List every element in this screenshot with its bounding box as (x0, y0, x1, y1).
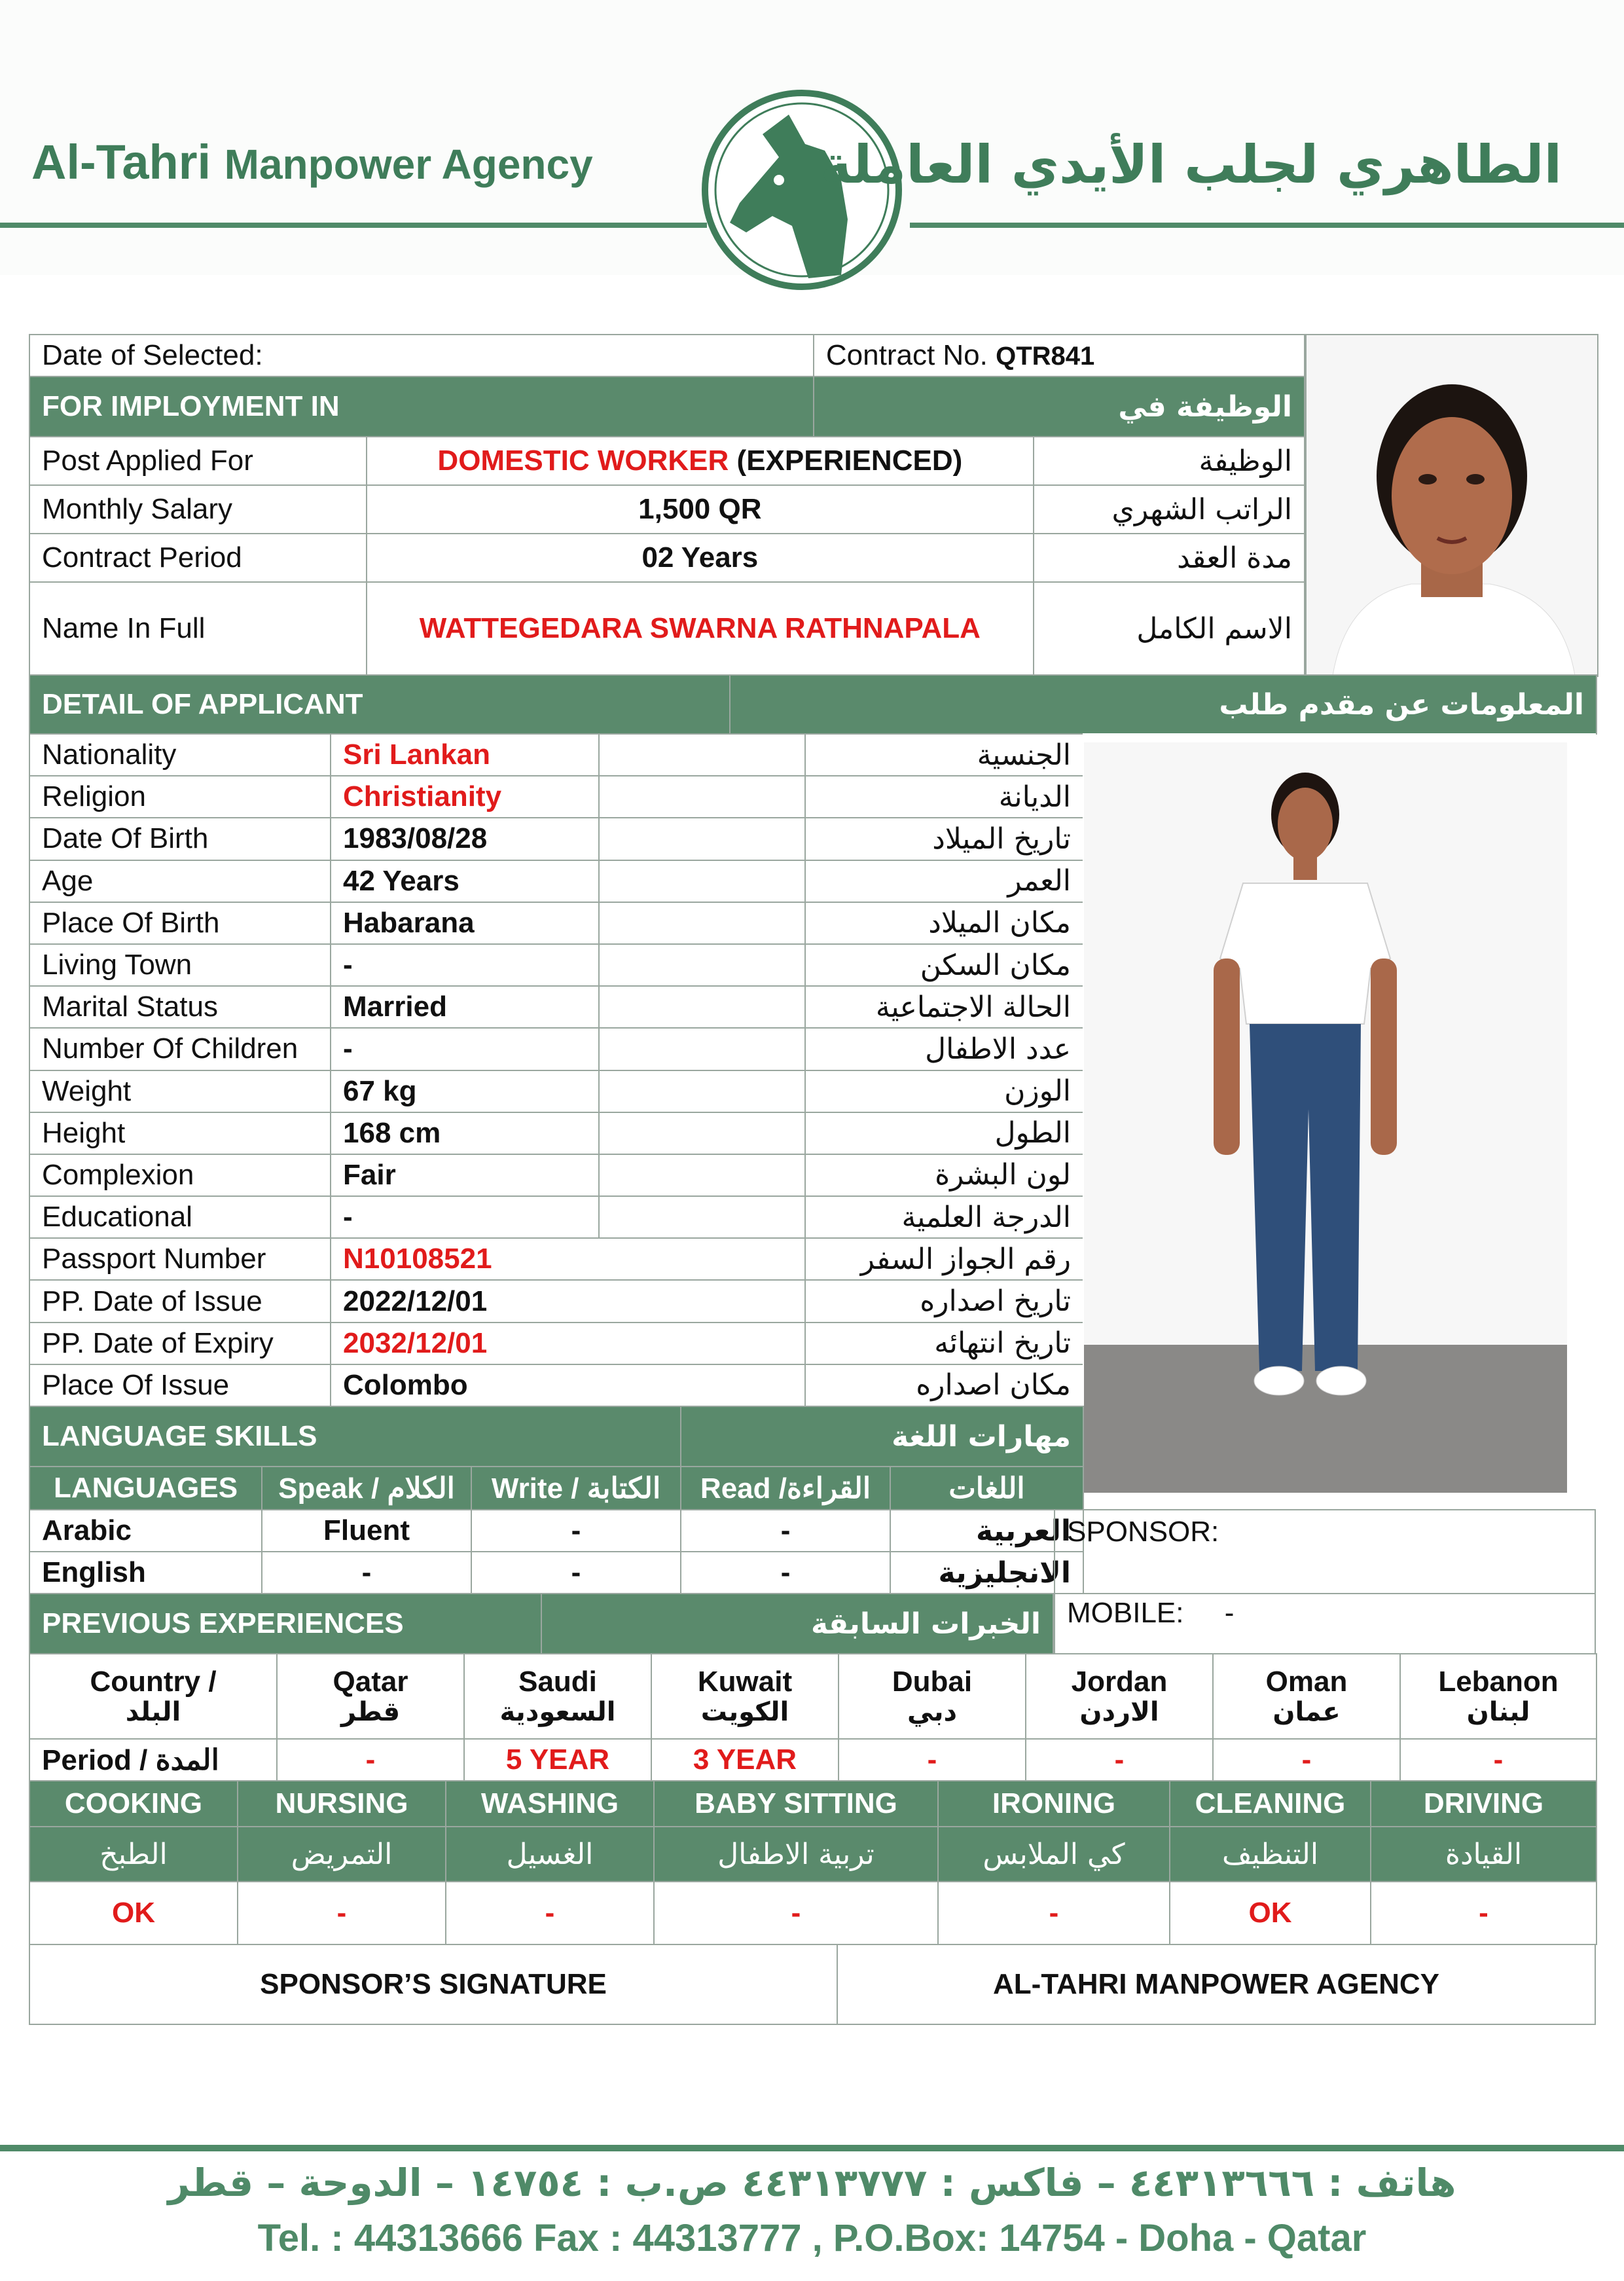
footer-contact-ar: هاتف : ٤٤٣١٣٦٦٦ – فاكس : ٤٤٣١٣٧٧٧ ص.ب : ١٤٧٥٤ – الدوحة – قطر (168, 2161, 1456, 2205)
skill-name: IRONING (938, 1781, 1170, 1827)
speak-level: - (262, 1552, 471, 1594)
brand-name-ar: الطاهري لجلب الأيدي العاملة (820, 134, 1562, 195)
field-value: Habarana (331, 902, 599, 944)
language-name-ar: العربية (890, 1510, 1083, 1552)
field-value: 2022/12/01 (331, 1280, 805, 1322)
skill-names-ar-row (29, 1827, 1597, 1882)
experience-header (29, 1593, 1054, 1654)
blank-cell (599, 986, 805, 1028)
field-label: Complexion (29, 1154, 331, 1196)
skill-name: NURSING (238, 1781, 446, 1827)
applicant-title-ar: المعلومات عن مقدم طلب (730, 675, 1597, 734)
blank-cell (599, 1112, 805, 1154)
country-name-ar: الكويت (700, 1697, 789, 1728)
applicant-row (29, 1070, 1083, 1112)
full-name-value: WATTEGEDARA SWARNA RATHNAPALA (367, 582, 1034, 675)
name-label-ar: الاسم الكامل (1034, 582, 1305, 675)
passport-photo (1307, 335, 1597, 676)
field-value: Christianity (331, 776, 599, 818)
blank-cell (599, 1154, 805, 1196)
field-label: Date Of Birth (29, 818, 331, 860)
applicant-row (29, 1028, 1083, 1070)
salary-label-ar: الراتب الشهري (1034, 485, 1305, 534)
employment-table (29, 334, 1305, 676)
blank-cell (599, 860, 805, 902)
field-label-ar: العمر (805, 860, 1083, 902)
date-selected-label: Date of Selected: (29, 335, 814, 376)
blank-cell (599, 1028, 805, 1070)
field-value: - (331, 1196, 599, 1238)
country-name-ar: السعودية (499, 1697, 616, 1728)
applicant-row (29, 944, 1083, 986)
blank-cell (599, 1196, 805, 1238)
country-name: Oman (1265, 1665, 1348, 1698)
languages-header-ar: اللغات (890, 1467, 1083, 1510)
footer-rule (0, 2145, 1624, 2151)
contract-number: QTR841 (996, 342, 1095, 371)
field-label-ar: مكان الميلاد (805, 902, 1083, 944)
country-name-ar: قطر (340, 1697, 401, 1728)
applicant-header (29, 674, 1597, 735)
field-label-ar: تاريخ الميلاد (805, 818, 1083, 860)
skill-name: CLEANING (1170, 1781, 1371, 1827)
field-label: Religion (29, 776, 331, 818)
country-cell (1213, 1654, 1400, 1739)
skill-value: - (238, 1882, 446, 1944)
salary-label: Monthly Salary (29, 485, 367, 534)
header-rule-right (910, 223, 1624, 228)
language-name: English (29, 1552, 262, 1594)
period-value: - (839, 1739, 1026, 1781)
field-label: PP. Date of Expiry (29, 1323, 331, 1364)
experience-table (29, 1653, 1597, 1781)
skill-value: - (654, 1882, 938, 1944)
field-label: Place Of Birth (29, 902, 331, 944)
country-name-ar: دبي (907, 1697, 957, 1728)
mobile-value: - (1224, 1597, 1235, 1629)
applicant-row (29, 776, 1083, 818)
skill-name: COOKING (29, 1781, 238, 1827)
field-value: 67 kg (331, 1070, 599, 1112)
skills-table (29, 1780, 1597, 1945)
employment-title: FOR IMPLOYMENT IN (29, 376, 814, 437)
country-name: Dubai (892, 1665, 973, 1698)
sponsor-signature: SPONSOR’S SIGNATURE (29, 1944, 837, 2024)
field-label-ar: مكان السكن (805, 944, 1083, 986)
field-label-ar: الجنسية (805, 734, 1083, 776)
field-value: 42 Years (331, 860, 599, 902)
blank-cell (599, 1070, 805, 1112)
applicant-row (29, 1364, 1083, 1406)
field-value: - (331, 1028, 599, 1070)
blank-cell (599, 734, 805, 776)
language-name-ar: الانجليزية (890, 1552, 1083, 1594)
applicant-title: DETAIL OF APPLICANT (29, 675, 730, 734)
country-name-ar: الاردن (1079, 1697, 1159, 1728)
write-level: - (471, 1552, 681, 1594)
skill-value: OK (1170, 1882, 1371, 1944)
header-rule-left (0, 223, 707, 228)
language-title-ar: مهارات اللغة (681, 1406, 1083, 1467)
country-cell (277, 1654, 464, 1739)
field-value: N10108521 (331, 1238, 805, 1280)
mobile-cell: MOBILE: - (1055, 1594, 1595, 1654)
country-name: Kuwait (697, 1665, 793, 1698)
period-value: - (277, 1739, 464, 1781)
country-row (29, 1654, 1597, 1739)
read-level: - (681, 1510, 890, 1552)
country-name-ar: عمان (1272, 1697, 1341, 1728)
country-name: Jordan (1071, 1665, 1168, 1698)
country-cell (1026, 1654, 1213, 1739)
skill-name-ar: كي الملابس (938, 1827, 1170, 1882)
country-name: Lebanon (1438, 1665, 1559, 1698)
applicant-table (29, 733, 1084, 1407)
signature-table (29, 1944, 1596, 2025)
brand-name-en: Al-Tahri Manpower Agency (31, 135, 593, 189)
contract-cell: Contract No. QTR841 (814, 335, 1305, 376)
field-label: Living Town (29, 944, 331, 986)
read-header: Read /القراءة (681, 1467, 890, 1510)
employment-title-ar: الوظيفة في (814, 376, 1305, 437)
sponsor-label: SPONSOR: (1055, 1510, 1595, 1594)
applicant-row (29, 1112, 1083, 1154)
language-name: Arabic (29, 1510, 262, 1552)
skill-name-ar: القيادة (1371, 1827, 1597, 1882)
field-label-ar: لون البشرة (805, 1154, 1083, 1196)
skill-names-row (29, 1781, 1597, 1827)
country-name: Saudi (518, 1665, 597, 1698)
blank-cell (599, 902, 805, 944)
field-value: Married (331, 986, 599, 1028)
sponsor-table (1054, 1509, 1596, 1654)
salary-value: 1,500 QR (367, 485, 1034, 534)
applicant-row (29, 818, 1083, 860)
language-title: LANGUAGE SKILLS (29, 1406, 681, 1467)
skill-name-ar: الغسيل (446, 1827, 654, 1882)
period-row (29, 1739, 1597, 1781)
field-value: 1983/08/28 (331, 818, 599, 860)
blank-cell (599, 944, 805, 986)
applicant-row (29, 1154, 1083, 1196)
field-value: Colombo (331, 1364, 805, 1406)
passport-photo-frame (1305, 334, 1598, 677)
country-name-ar: لبنان (1466, 1697, 1530, 1728)
field-label: Height (29, 1112, 331, 1154)
country-cell (839, 1654, 1026, 1739)
applicant-row (29, 1323, 1083, 1364)
contract-period-label-ar: مدة العقد (1034, 534, 1305, 582)
letterhead (0, 0, 1624, 275)
skill-name-ar: الطبخ (29, 1827, 238, 1882)
period-value: - (1026, 1739, 1213, 1781)
field-label-ar: الديانة (805, 776, 1083, 818)
skill-value: - (1371, 1882, 1597, 1944)
name-label: Name In Full (29, 582, 367, 675)
country-cell (464, 1654, 651, 1739)
period-value: 5 YEAR (464, 1739, 651, 1781)
skill-value: OK (29, 1882, 238, 1944)
skill-values-row (29, 1882, 1597, 1944)
applicant-rows (29, 734, 1083, 1406)
contract-period-value: 02 Years (367, 534, 1034, 582)
blank-cell (599, 818, 805, 860)
applicant-row (29, 1196, 1083, 1238)
write-level: - (471, 1510, 681, 1552)
field-label: Educational (29, 1196, 331, 1238)
read-level: - (681, 1552, 890, 1594)
field-label-ar: مكان اصداره (805, 1364, 1083, 1406)
skill-name: DRIVING (1371, 1781, 1597, 1827)
applicant-row (29, 902, 1083, 944)
skill-name-ar: التنظيف (1170, 1827, 1371, 1882)
full-body-photo-frame (1083, 733, 1596, 1510)
period-value: 3 YEAR (651, 1739, 839, 1781)
post-label: Post Applied For (29, 437, 367, 485)
languages-header: LANGUAGES (29, 1467, 262, 1510)
country-cell (1400, 1654, 1597, 1739)
country-label: Country / البلد (29, 1654, 277, 1739)
country-name: Qatar (333, 1665, 408, 1698)
applicant-row (29, 734, 1083, 776)
write-header: Write / الكتابة (471, 1467, 681, 1510)
field-label-ar: الوزن (805, 1070, 1083, 1112)
skill-name-ar: التمريض (238, 1827, 446, 1882)
field-value: Sri Lankan (331, 734, 599, 776)
skill-name: BABY SITTING (654, 1781, 938, 1827)
post-value: DOMESTIC WORKER (EXPERIENCED) (367, 437, 1034, 485)
field-label: Marital Status (29, 986, 331, 1028)
applicant-row (29, 1238, 1083, 1280)
field-label-ar: تاريخ انتهائه (805, 1323, 1083, 1364)
period-value: - (1400, 1739, 1597, 1781)
field-label-ar: تاريخ اصداره (805, 1280, 1083, 1322)
field-value: 2032/12/01 (331, 1323, 805, 1364)
field-label: Passport Number (29, 1238, 331, 1280)
agency-signature: AL-TAHRI MANPOWER AGENCY (837, 1944, 1595, 2024)
field-label: Number Of Children (29, 1028, 331, 1070)
contract-period-label: Contract Period (29, 534, 367, 582)
applicant-row (29, 986, 1083, 1028)
skill-value: - (938, 1882, 1170, 1944)
full-body-photo (1083, 742, 1596, 1519)
period-value: - (1213, 1739, 1400, 1781)
field-label-ar: الطول (805, 1112, 1083, 1154)
field-label: Weight (29, 1070, 331, 1112)
applicant-row (29, 1280, 1083, 1322)
field-label-ar: رقم الجواز السفر (805, 1238, 1083, 1280)
blank-cell (599, 776, 805, 818)
speak-level: Fluent (262, 1510, 471, 1552)
skill-name: WASHING (446, 1781, 654, 1827)
experience-title-ar: الخبرات السابقة (541, 1594, 1053, 1654)
field-label-ar: الحالة الاجتماعية (805, 986, 1083, 1028)
experience-title: PREVIOUS EXPERIENCES (29, 1594, 541, 1654)
country-cell (651, 1654, 839, 1739)
field-label-ar: الدرجة العلمية (805, 1196, 1083, 1238)
field-value: - (331, 944, 599, 986)
skill-name-ar: تربية الاطفال (654, 1827, 938, 1882)
post-label-ar: الوظيفة (1034, 437, 1305, 485)
speak-header: Speak / الكلام (262, 1467, 471, 1510)
period-label: Period / المدة (29, 1739, 277, 1781)
applicant-row (29, 860, 1083, 902)
field-label: Place Of Issue (29, 1364, 331, 1406)
field-value: 168 cm (331, 1112, 599, 1154)
field-value: Fair (331, 1154, 599, 1196)
language-table (29, 1406, 1084, 1594)
field-label: Age (29, 860, 331, 902)
field-label: PP. Date of Issue (29, 1280, 331, 1322)
field-label: Nationality (29, 734, 331, 776)
field-label-ar: عدد الاطفال (805, 1028, 1083, 1070)
skill-value: - (446, 1882, 654, 1944)
footer-contact-en: Tel. : 44313666 Fax : 44313777 , P.O.Box: 14754 - Doha - Qatar (257, 2217, 1367, 2259)
